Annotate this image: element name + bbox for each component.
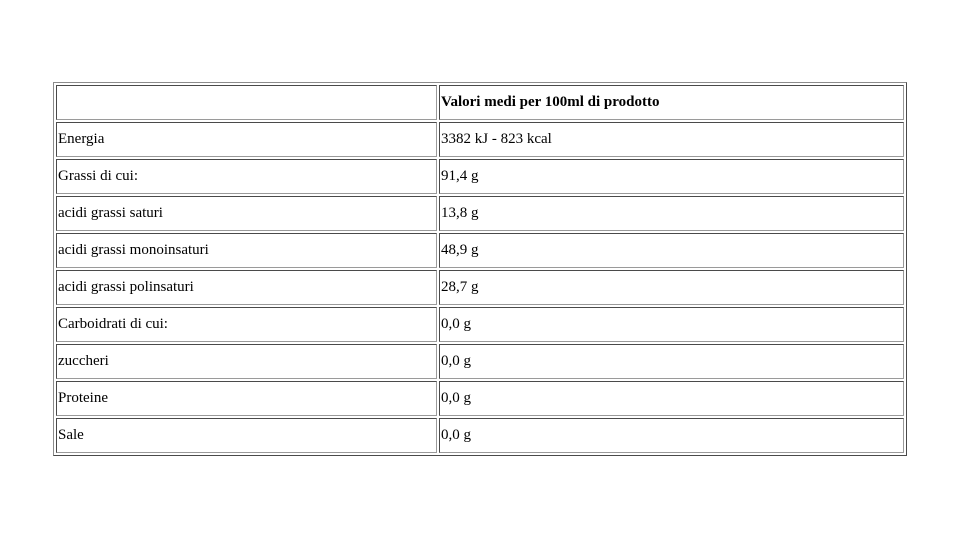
nutrient-value: 3382 kJ - 823 kcal xyxy=(439,122,904,157)
nutrient-label: Energia xyxy=(56,122,437,157)
nutrient-label: Grassi di cui: xyxy=(56,159,437,194)
nutrient-value: 48,9 g xyxy=(439,233,904,268)
nutrient-label: acidi grassi monoinsaturi xyxy=(56,233,437,268)
nutrient-value: 0,0 g xyxy=(439,381,904,416)
nutrition-table-container xyxy=(53,82,907,456)
table-row xyxy=(56,381,904,416)
table-row xyxy=(56,196,904,231)
header-value-cell: Valori medi per 100ml di prodotto xyxy=(439,85,904,120)
nutrient-value: 28,7 g xyxy=(439,270,904,305)
table-row xyxy=(56,344,904,379)
nutrient-value: 0,0 g xyxy=(439,344,904,379)
nutrient-value: 0,0 g xyxy=(439,307,904,342)
table-row xyxy=(56,233,904,268)
nutrition-table xyxy=(53,82,907,456)
nutrient-value: 91,4 g xyxy=(439,159,904,194)
nutrient-label: Proteine xyxy=(56,381,437,416)
nutrient-label: Sale xyxy=(56,418,437,453)
nutrient-label: Carboidrati di cui: xyxy=(56,307,437,342)
nutrient-label: acidi grassi saturi xyxy=(56,196,437,231)
table-row xyxy=(56,307,904,342)
nutrient-value: 13,8 g xyxy=(439,196,904,231)
nutrient-label: zuccheri xyxy=(56,344,437,379)
table-row xyxy=(56,122,904,157)
nutrient-value: 0,0 g xyxy=(439,418,904,453)
header-label-cell xyxy=(56,85,437,120)
table-header-row xyxy=(56,85,904,120)
table-row xyxy=(56,418,904,453)
table-row xyxy=(56,159,904,194)
table-row xyxy=(56,270,904,305)
nutrient-label: acidi grassi polinsaturi xyxy=(56,270,437,305)
